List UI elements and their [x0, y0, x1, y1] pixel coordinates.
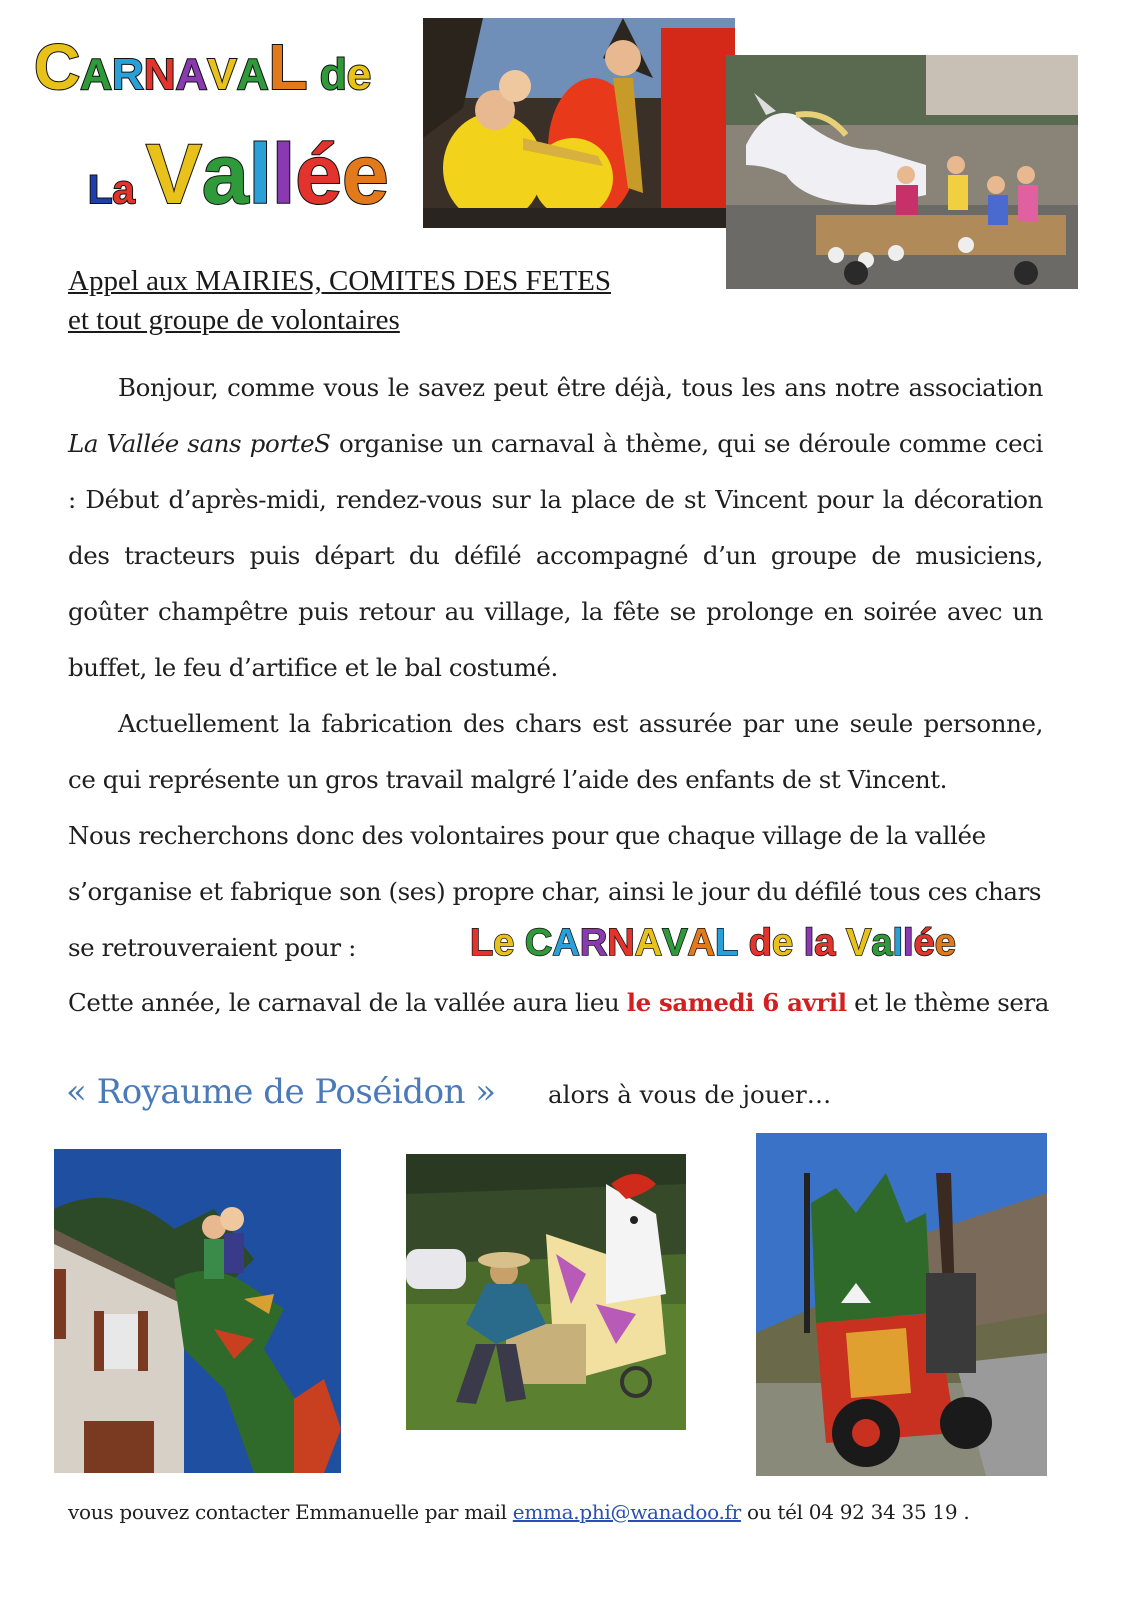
contact-email-link[interactable]: emma.phi@wanadoo.fr [512, 1500, 741, 1524]
contact-line [68, 1500, 969, 1524]
title-letter: e [346, 50, 372, 99]
title-letter: L [715, 922, 739, 964]
title-letter: L [470, 922, 494, 964]
date-line-after: et le thème sera [846, 988, 1049, 1017]
title-letter [308, 50, 320, 100]
title-letter: l [903, 922, 914, 964]
intro-text-end: organise un carnaval à thème, qui se déroule comme ceci : Début d’après-midi, rendez-vous sur la place de st Vincent pour la décoration des tracteurs puis départ du défilé accompagné d’un groupe de musiciens, goûter champêtre puis retour au village, la fête se prolonge en soirée avec un buffet, le feu d’artifice et le bal costumé. [68, 429, 1043, 682]
title-letter: a [871, 922, 893, 964]
title-letter: A [552, 922, 580, 964]
title-letter: A [80, 50, 112, 99]
title-letter: V [845, 922, 872, 964]
title-line-la-vallee [88, 126, 389, 223]
intro-text-start: Bonjour, comme vous le savez peut être déjà, tous les ans notre association [118, 373, 1043, 402]
title-letter [793, 922, 804, 965]
title-letter: l [803, 922, 815, 964]
title-letter: d [748, 922, 772, 964]
body-text [68, 360, 1043, 976]
title-letter: R [112, 50, 144, 99]
title-letter: l [271, 127, 296, 221]
title-letter: l [248, 127, 272, 221]
paragraph-fabrication: Actuellement la fabrication des chars est assurée par une seule personne, ce qui représente un gros travail malgré l’aide des enfants de st Vincent. [68, 709, 1043, 794]
photo-tractor-dragon [756, 1133, 1047, 1476]
date-line [68, 988, 1049, 1017]
title-letter: e [493, 922, 515, 964]
title-letter: a [201, 127, 249, 221]
title-letter: L [268, 31, 308, 103]
title-letter: N [607, 922, 635, 964]
photo-musicians [423, 18, 735, 228]
title-letter: V [207, 50, 237, 99]
title-letter: e [772, 922, 794, 964]
title-line-carnaval-de [34, 30, 371, 104]
appeal-heading [68, 262, 611, 340]
association-name: La Vallée sans porteS [68, 429, 331, 458]
title-letter: d [319, 50, 347, 99]
title-letter: A [175, 50, 208, 99]
title-letter: a [112, 168, 135, 212]
play-invitation: alors à vous de jouer… [548, 1080, 832, 1109]
title-letter [835, 922, 846, 965]
title-letter [135, 168, 146, 213]
photo-rooster-float [406, 1154, 686, 1430]
photo-unicorn-float [726, 55, 1078, 289]
title-letter: V [145, 127, 202, 221]
title-letter: e [341, 127, 389, 221]
contact-text-after: ou tél 04 92 34 35 19 . [740, 1500, 970, 1524]
title-letter: R [579, 922, 608, 964]
contact-text-before: vous pouvez contacter Emmanuelle par mail [68, 1500, 513, 1524]
title-letter: N [143, 50, 176, 99]
event-date: le samedi 6 avril [626, 988, 847, 1017]
carnaval-title-logo [32, 30, 402, 220]
title-letter: é [913, 922, 935, 964]
title-letter: l [892, 922, 904, 964]
inline-carnaval-logo [470, 922, 956, 965]
date-line-before: Cette année, le carnaval de la vallée aura lieu [68, 988, 627, 1017]
title-letter: L [88, 168, 113, 212]
title-letter: C [34, 31, 81, 103]
appeal-line-1: Appel aux MAIRIES, COMITES DES FETES [68, 265, 611, 297]
paragraph-volunteers: Nous recherchons donc des volontaires pour que chaque village de la vallée s’organise et fabrique son (ses) propre char, ainsi le jour du défilé tous ces chars se retrouveraient pour : [68, 821, 1042, 962]
title-letter: A [634, 922, 663, 964]
title-letter [514, 922, 525, 965]
appeal-line-2: et tout groupe de volontaires [68, 304, 400, 336]
photo-dragon-float-house [54, 1149, 341, 1473]
title-letter: A [236, 50, 269, 99]
title-letter: C [524, 922, 553, 964]
title-letter: é [295, 127, 342, 221]
title-letter [738, 922, 749, 965]
title-letter: A [687, 922, 715, 964]
paragraph-intro [68, 360, 1043, 696]
title-letter: a [814, 922, 836, 964]
theme-title: « Royaume de Poséidon » [66, 1072, 496, 1112]
title-letter: V [662, 922, 688, 964]
title-letter: e [934, 922, 956, 964]
